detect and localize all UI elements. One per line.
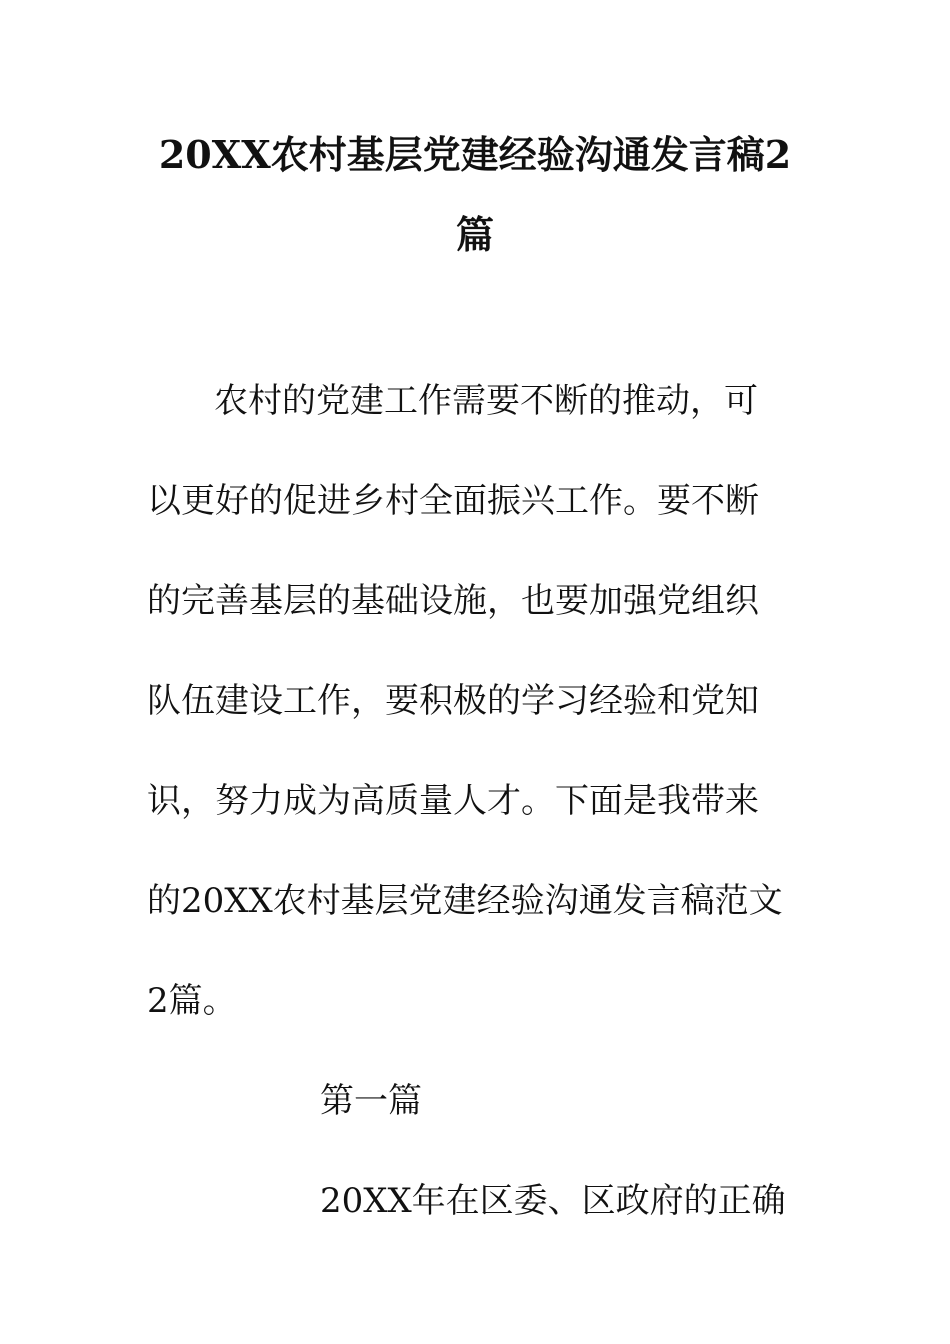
intro-line-7: 2篇。 (147, 981, 237, 1021)
section-heading: 第一篇 (320, 1081, 422, 1121)
document-title (140, 115, 810, 275)
intro-line-2: 以更好的促进乡村全面振兴工作。要不断 (147, 481, 759, 521)
intro-line-3: 的完善基层的基础设施，也要加强党组织 (147, 581, 759, 621)
body-line-1: 20XX年在区委、区政府的正确 (320, 1181, 786, 1221)
title-line-1: 20XX农村基层党建经验沟通发言稿2 (158, 132, 792, 177)
title-line-2: 篇 (455, 212, 494, 257)
intro-line-6: 的20XX农村基层党建经验沟通发言稿范文 (147, 881, 783, 921)
intro-line-1: 农村的党建工作需要不断的推动，可 (214, 381, 758, 421)
intro-line-5: 识，努力成为高质量人才。下面是我带来 (147, 781, 759, 821)
intro-line-4: 队伍建设工作，要积极的学习经验和党知 (147, 681, 759, 721)
